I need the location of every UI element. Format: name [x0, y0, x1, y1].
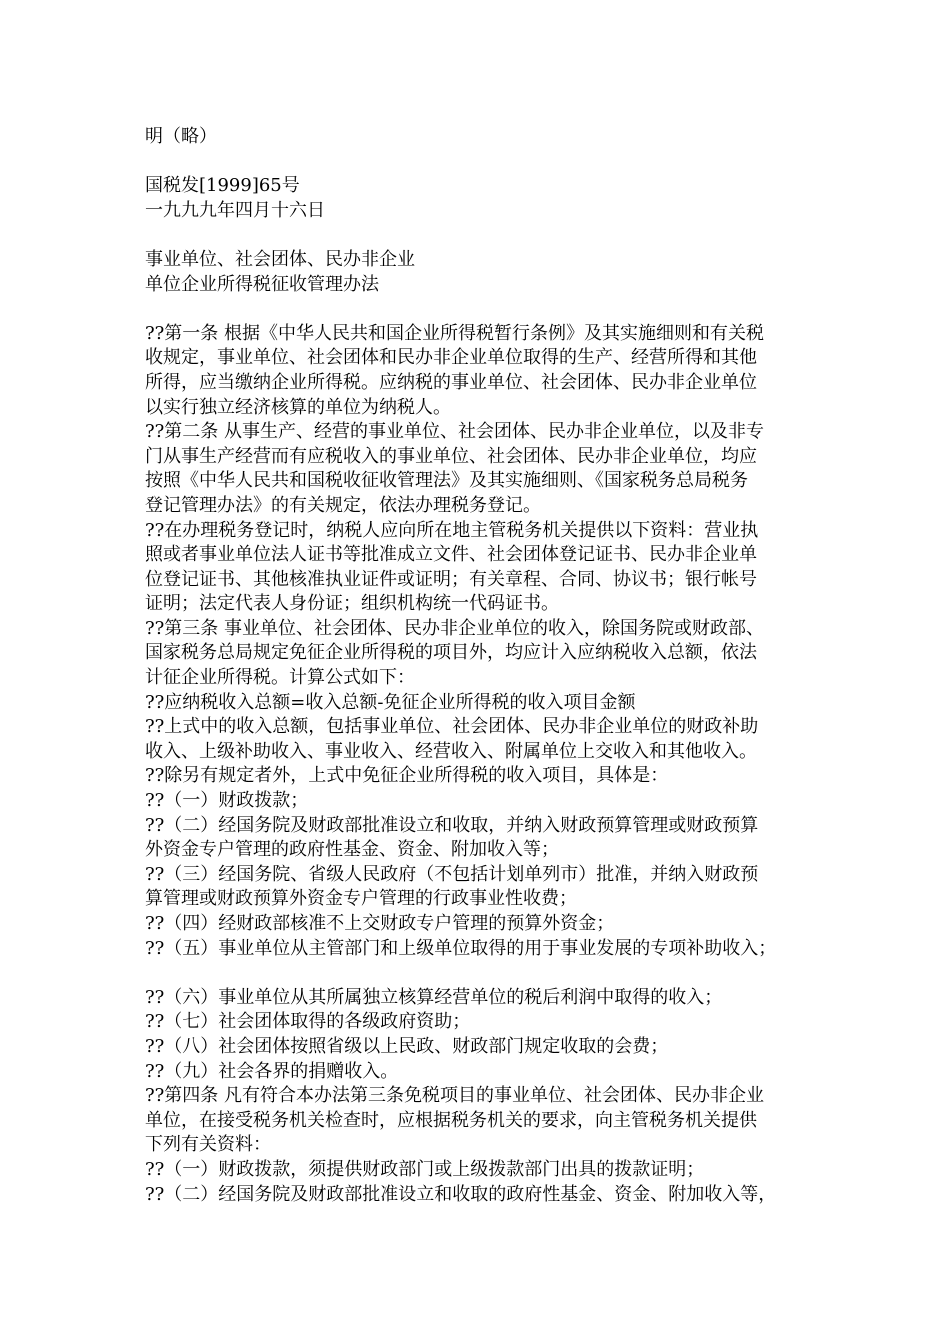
body-text-line: 算管理或财政预算外资金专户管理的行政事业性收费； — [145, 888, 577, 910]
document-content — [145, 125, 835, 1207]
body-text-line: ??第三条 事业单位、社会团体、民办非企业单位的收入，除国务院或财政部、 — [145, 617, 765, 639]
body-text-line: 门从事生产经营而有应税收入的事业单位、社会团体、民办非企业单位，均应 — [145, 445, 757, 467]
body-text-line: ??（八）社会团体按照省级以上民政、财政部门规定收取的会费； — [145, 1035, 669, 1057]
body-text-line: ??（二）经国务院及财政部批准设立和收取的政府性基金、资金、附加收入等， — [145, 1183, 777, 1205]
body-text-line: ??（一）财政拨款； — [145, 790, 309, 812]
body-text-line: ??第一条 根据《中华人民共和国企业所得税暂行条例》及其实施细则和有关税 — [145, 322, 765, 344]
body-text-line: ??应纳税收入总额=收入总额-免征企业所得税的收入项目金额 — [145, 691, 636, 713]
body-text-line: 下列有关资料： — [145, 1134, 271, 1156]
spacer — [145, 223, 835, 248]
body-text-line: ??（六）事业单位从其所属独立核算经营单位的税后利润中取得的收入； — [145, 986, 723, 1008]
document-title-line: 单位企业所得税征收管理办法 — [145, 273, 379, 295]
spacer — [145, 961, 835, 986]
body-text-line: ??上式中的收入总额，包括事业单位、社会团体、民办非企业单位的财政补助 — [145, 716, 759, 738]
body-text-line: 证明；法定代表人身份证；组织机构统一代码证书。 — [145, 593, 559, 615]
body-text-line: ??第二条 从事生产、经营的事业单位、社会团体、民办非企业单位，以及非专 — [145, 421, 765, 443]
body-text-line: 外资金专户管理的政府性基金、资金、附加收入等； — [145, 839, 559, 861]
body-text-line: ??（七）社会团体取得的各级政府资助； — [145, 1011, 471, 1033]
body-text-line: 收规定，事业单位、社会团体和民办非企业单位取得的生产、经营所得和其他 — [145, 347, 757, 369]
body-text-line: 以实行独立经济核算的单位为纳税人。 — [145, 396, 451, 418]
document-title-line: 事业单位、社会团体、民办非企业 — [145, 248, 415, 270]
body-text-line: 所得，应当缴纳企业所得税。应纳税的事业单位、社会团体、民办非企业单位 — [145, 371, 757, 393]
document-number: 国税发[1999]65号 — [145, 175, 300, 197]
spacer — [145, 297, 835, 322]
body-text-line: 位登记证书、其他核准执业证件或证明；有关章程、合同、协议书；银行帐号 — [145, 568, 757, 590]
spacer — [145, 150, 835, 175]
body-text-line: 计征企业所得税。计算公式如下： — [145, 667, 415, 689]
body-text-line: ??第四条 凡有符合本办法第三条免税项目的事业单位、社会团体、民办非企业 — [145, 1085, 765, 1107]
body-text-line: 单位，在接受税务机关检查时，应根据税务机关的要求，向主管税务机关提供 — [145, 1109, 757, 1131]
body-text-line: 按照《中华人民共和国税收征收管理法》及其实施细则、《国家税务总局税务 — [145, 470, 748, 492]
body-text-line: 登记管理办法》的有关规定，依法办理税务登记。 — [145, 494, 541, 516]
document-body — [145, 322, 835, 1207]
body-text-line: ??（二）经国务院及财政部批准设立和收取，并纳入财政预算管理或财政预算 — [145, 814, 759, 836]
body-text-line: ??除另有规定者外，上式中免征企业所得税的收入项目，具体是： — [145, 765, 669, 787]
body-text-line: ??（五）事业单位从主管部门和上级单位取得的用于事业发展的专项补助收入； — [145, 937, 777, 959]
intro-line: 明（略） — [145, 126, 217, 147]
body-text-line: 收入、上级补助收入、事业收入、经营收入、附属单位上交收入和其他收入。 — [145, 740, 757, 762]
body-text-line: ??（三）经国务院、省级人民政府（不包括计划单列市）批准，并纳入财政预 — [145, 863, 759, 885]
body-text-line: ??（九）社会各界的捐赠收入。 — [145, 1060, 399, 1082]
document-date: 一九九九年四月十六日 — [145, 199, 325, 221]
body-text-line: ??（四）经财政部核准不上交财政专户管理的预算外资金； — [145, 913, 615, 934]
body-text-line: 照或者事业单位法人证书等批准成立文件、社会团体登记证书、民办非企业单 — [145, 544, 757, 566]
body-text-line: ??在办理税务登记时，纳税人应向所在地主管税务机关提供以下资料：营业执 — [145, 519, 759, 541]
body-text-line: 国家税务总局规定免征企业所得税的项目外，均应计入应纳税收入总额，依法 — [145, 642, 757, 664]
body-text-line: ??（一）财政拨款，须提供财政部门或上级拨款部门出具的拨款证明； — [145, 1158, 705, 1180]
